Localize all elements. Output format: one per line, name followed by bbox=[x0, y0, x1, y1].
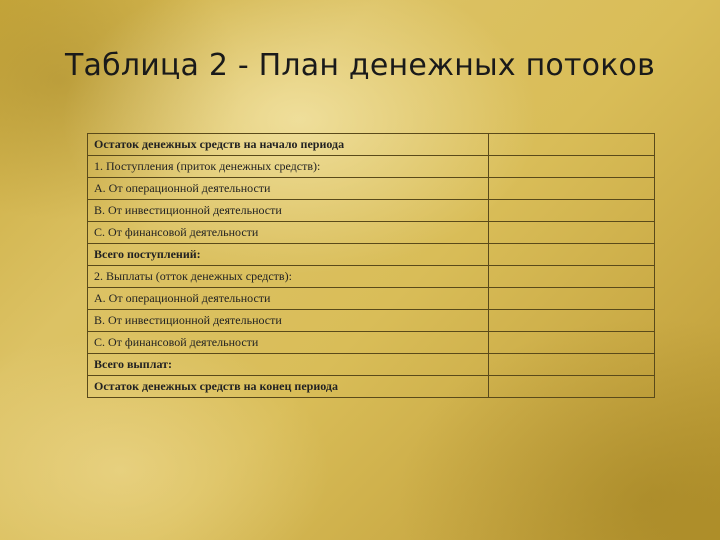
row-label-cell: В. От инвестиционной деятельности bbox=[88, 310, 489, 332]
row-value-cell bbox=[488, 310, 654, 332]
row-label-cell: А. От операционной деятельности bbox=[88, 288, 489, 310]
row-label-cell: Всего поступлений: bbox=[88, 244, 489, 266]
table-row bbox=[88, 134, 655, 156]
table-row bbox=[88, 266, 655, 288]
table-row bbox=[88, 310, 655, 332]
row-value-cell bbox=[488, 376, 654, 398]
table-row bbox=[88, 244, 655, 266]
table-row bbox=[88, 376, 655, 398]
row-value-cell bbox=[488, 156, 654, 178]
table-row bbox=[88, 332, 655, 354]
table-row bbox=[88, 354, 655, 376]
row-value-cell bbox=[488, 200, 654, 222]
row-label-cell: 2. Выплаты (отток денежных средств): bbox=[88, 266, 489, 288]
row-value-cell bbox=[488, 134, 654, 156]
page-title: Таблица 2 - План денежных потоков bbox=[65, 48, 655, 83]
row-label-cell: Остаток денежных средств на конец периода bbox=[88, 376, 489, 398]
row-label-cell: А. От операционной деятельности bbox=[88, 178, 489, 200]
cash-flow-table-body bbox=[88, 134, 655, 398]
row-value-cell bbox=[488, 244, 654, 266]
row-label-cell: Всего выплат: bbox=[88, 354, 489, 376]
row-label-cell: В. От инвестиционной деятельности bbox=[88, 200, 489, 222]
table-row bbox=[88, 200, 655, 222]
table-row bbox=[88, 288, 655, 310]
row-label-cell: С. От финансовой деятельности bbox=[88, 222, 489, 244]
table-row bbox=[88, 222, 655, 244]
row-value-cell bbox=[488, 222, 654, 244]
cash-flow-table bbox=[87, 133, 655, 398]
row-value-cell bbox=[488, 354, 654, 376]
row-value-cell bbox=[488, 288, 654, 310]
row-value-cell bbox=[488, 178, 654, 200]
table-row bbox=[88, 156, 655, 178]
row-value-cell bbox=[488, 266, 654, 288]
table-row bbox=[88, 178, 655, 200]
row-label-cell: 1. Поступления (приток денежных средств): bbox=[88, 156, 489, 178]
row-label-cell: С. От финансовой деятельности bbox=[88, 332, 489, 354]
row-value-cell bbox=[488, 332, 654, 354]
row-label-cell: Остаток денежных средств на начало периода bbox=[88, 134, 489, 156]
